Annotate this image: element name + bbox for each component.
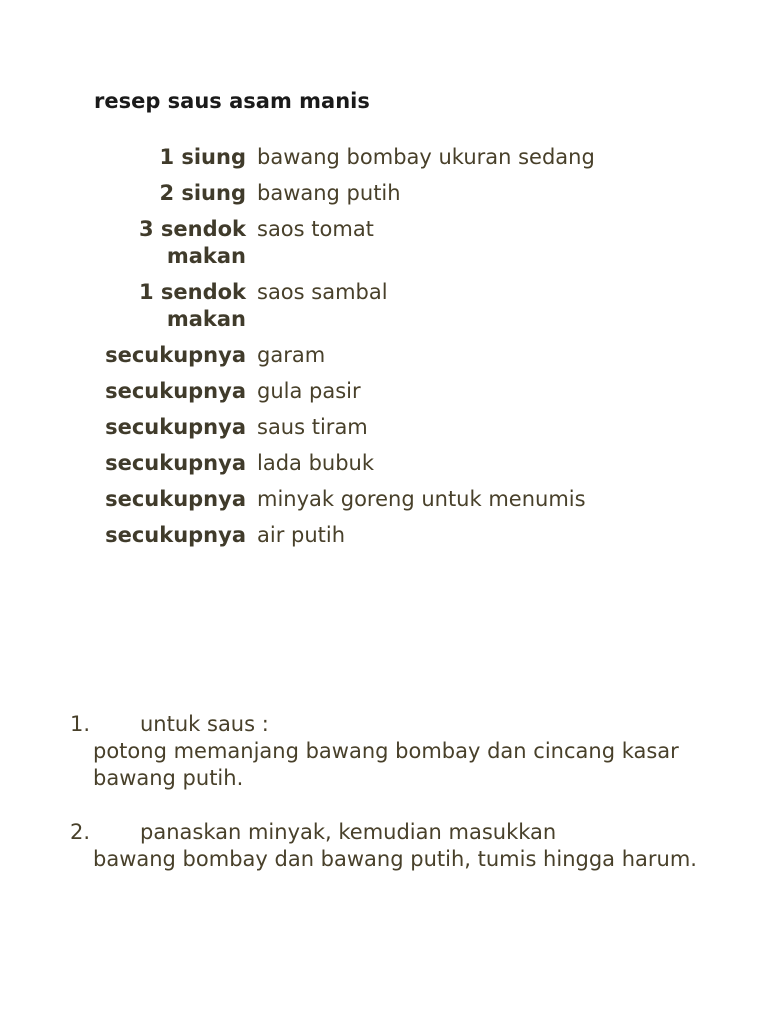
step-text: potong memanjang bawang bombay dan cincang kasar bawang putih. bbox=[93, 739, 679, 790]
ingredient-name: bawang bombay ukuran sedang bbox=[257, 145, 595, 169]
ingredient-quantity: secukupnya bbox=[105, 343, 246, 367]
step-item bbox=[70, 819, 710, 873]
ingredient-list bbox=[0, 144, 768, 558]
step-header bbox=[70, 819, 710, 846]
ingredient-name: bawang putih bbox=[257, 181, 401, 205]
ingredient-quantity: secukupnya bbox=[105, 487, 246, 511]
step-item bbox=[70, 711, 710, 792]
step-heading: untuk saus : bbox=[140, 712, 269, 736]
ingredient-row bbox=[0, 279, 768, 333]
ingredient-row bbox=[0, 486, 768, 513]
step-number: 1. bbox=[70, 712, 91, 736]
step-number: 2. bbox=[70, 820, 91, 844]
ingredient-name: minyak goreng untuk menumis bbox=[257, 487, 586, 511]
ingredient-quantity: 1 sendok makan bbox=[138, 280, 246, 331]
ingredient-name: lada bubuk bbox=[257, 451, 375, 475]
ingredient-quantity: 1 siung bbox=[159, 145, 246, 169]
ingredient-quantity: secukupnya bbox=[105, 415, 246, 439]
ingredient-name: air putih bbox=[257, 523, 346, 547]
ingredient-quantity: 2 siung bbox=[159, 181, 246, 205]
step-text: bawang bombay dan bawang putih, tumis hingga harum. bbox=[93, 847, 697, 871]
ingredient-row bbox=[0, 450, 768, 477]
ingredient-name: saos sambal bbox=[257, 280, 388, 304]
ingredient-name: garam bbox=[257, 343, 326, 367]
ingredient-name: saus tiram bbox=[257, 415, 368, 439]
ingredient-row bbox=[0, 216, 768, 270]
ingredient-row bbox=[0, 144, 768, 171]
ingredient-quantity: 3 sendok makan bbox=[138, 217, 246, 268]
ingredient-quantity: secukupnya bbox=[105, 451, 246, 475]
ingredient-row bbox=[0, 180, 768, 207]
ingredient-quantity: secukupnya bbox=[105, 379, 246, 403]
ingredient-row bbox=[0, 342, 768, 369]
ingredient-row bbox=[0, 414, 768, 441]
ingredient-row bbox=[0, 378, 768, 405]
recipe-title: resep saus asam manis bbox=[94, 89, 370, 113]
step-header bbox=[70, 711, 710, 738]
step-heading: panaskan minyak, kemudian masukkan bbox=[140, 820, 557, 844]
ingredient-name: saos tomat bbox=[257, 217, 374, 241]
ingredient-quantity: secukupnya bbox=[105, 523, 246, 547]
ingredient-row bbox=[0, 522, 768, 549]
ingredient-name: gula pasir bbox=[257, 379, 361, 403]
step-list bbox=[70, 711, 710, 873]
